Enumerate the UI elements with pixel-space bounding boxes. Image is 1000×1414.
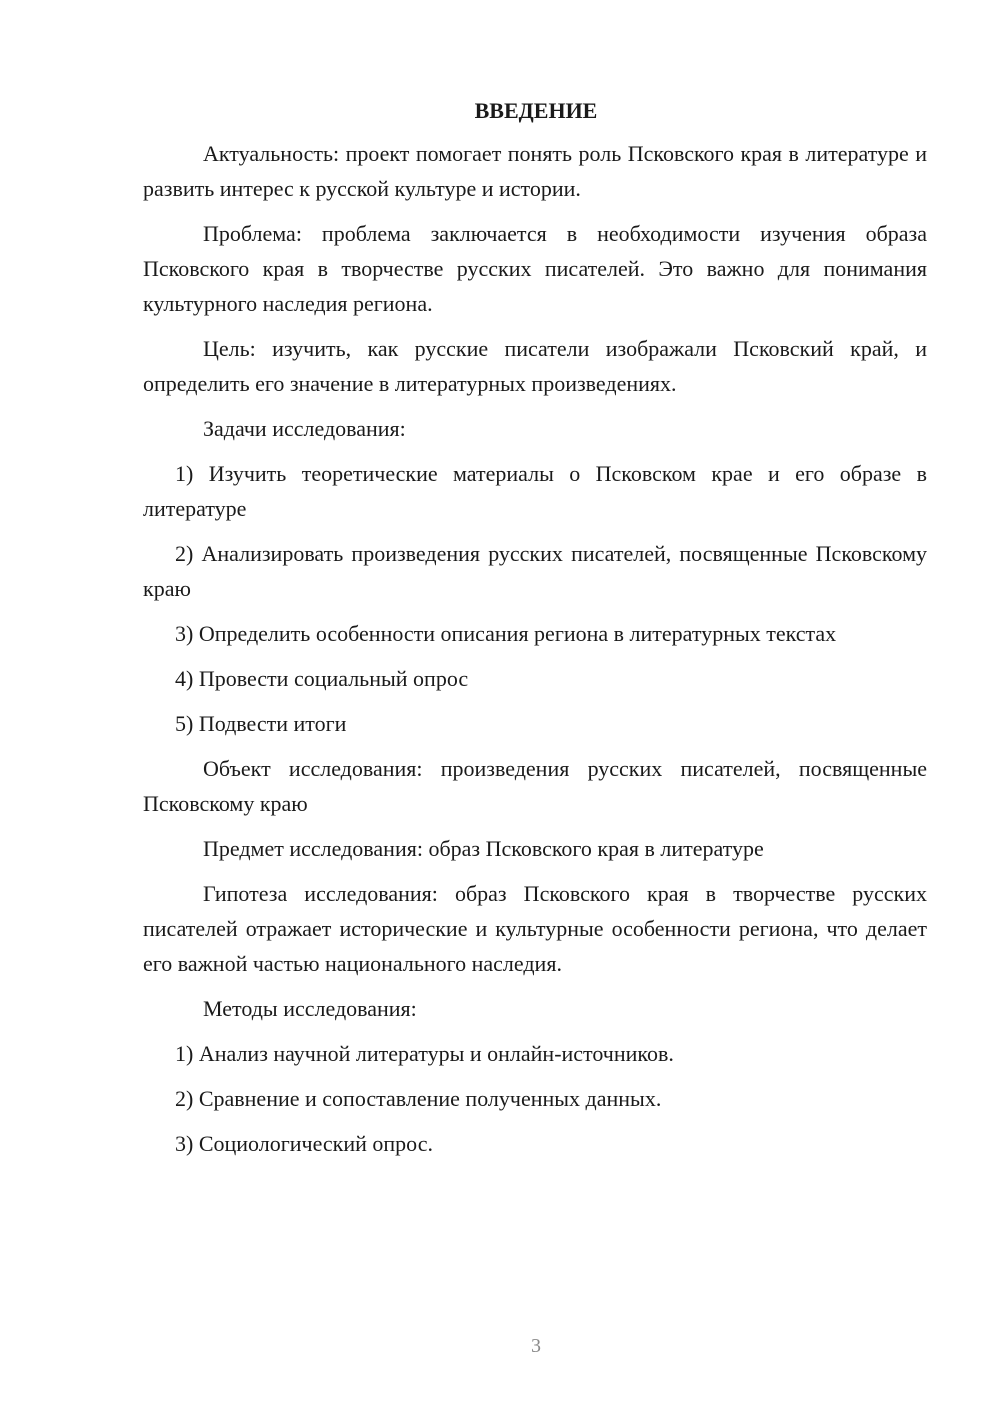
tasks-heading: Задачи исследования:: [203, 416, 406, 441]
goal-paragraph: Цель: изучить, как русские писатели изображали Псковский край, и определить его значение в литературных произведениях.: [143, 336, 927, 396]
object-paragraph: Объект исследования: произведения русских писателей, посвященные Псковскому краю: [143, 756, 927, 816]
task-item: 3) Определить особенности описания региона в литературных текстах: [175, 621, 837, 646]
method-item: 3) Социологический опрос.: [175, 1131, 433, 1156]
page-number: 3: [531, 1335, 541, 1357]
task-item: 4) Провести социальный опрос: [175, 666, 469, 691]
task-item: 2) Анализировать произведения русских писателей, посвященные Псковскому краю: [143, 541, 927, 601]
methods-heading: Методы исследования:: [203, 996, 417, 1021]
hypothesis-paragraph: Гипотеза исследования: образ Псковского края в творчестве русских писателей отражает исторические и культурные особенности региона, что делает его важной частью национального наследия.: [143, 881, 927, 976]
subject-paragraph: Предмет исследования: образ Псковского края в литературе: [203, 836, 764, 861]
task-item: 5) Подвести итоги: [175, 711, 347, 736]
page-content: [143, 96, 927, 1171]
method-item: 2) Сравнение и сопоставление полученных данных.: [175, 1086, 662, 1111]
relevance-paragraph: Актуальность: проект помогает понять роль Псковского края в литературе и развить интерес к русской культуре и истории.: [143, 141, 927, 201]
method-item: 1) Анализ научной литературы и онлайн-источников.: [175, 1041, 674, 1066]
section-title: ВВЕДЕНИЕ: [474, 98, 598, 123]
task-item: 1) Изучить теоретические материалы о Псковском крае и его образе в литературе: [143, 461, 927, 521]
problem-paragraph: Проблема: проблема заключается в необходимости изучения образа Псковского края в творчестве русских писателей. Это важно для понимания культурного наследия региона.: [143, 221, 927, 316]
